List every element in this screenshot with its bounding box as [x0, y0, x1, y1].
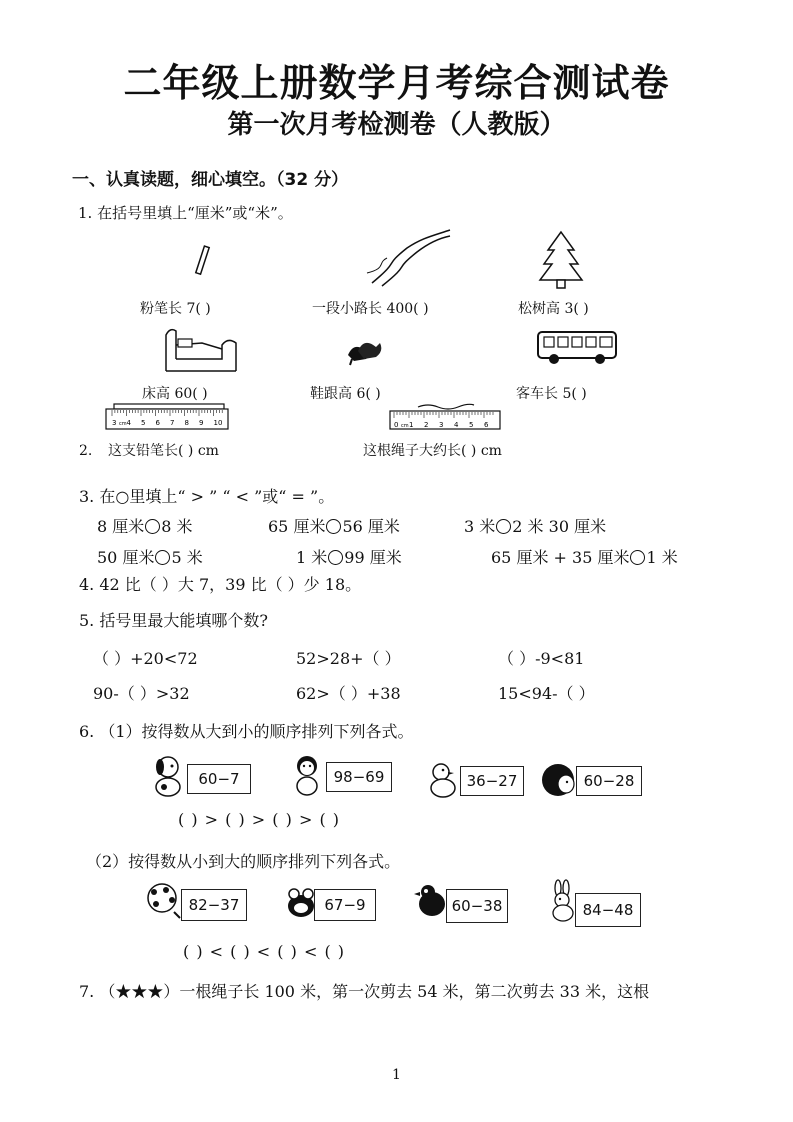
q6-part2-prompt: （2）按得数从小到大的顺序排列下列各式。	[86, 852, 401, 871]
expr-box: 60−28	[576, 766, 642, 796]
ruler-label: cm	[401, 423, 409, 429]
rope-ruler-figure	[388, 403, 502, 431]
bus-icon	[536, 330, 618, 366]
ruler-label: 4	[454, 421, 459, 429]
frog-icon	[284, 884, 318, 920]
bed-icon	[162, 325, 240, 373]
ruler-label: 8	[184, 419, 189, 427]
compare-circle	[326, 519, 341, 534]
puppy-icon	[150, 755, 186, 799]
q5-r2-c3: 15<94-（ ）	[498, 684, 595, 703]
page-subtitle: 第一次月考检测卷（人教版）	[227, 110, 566, 140]
q1-prompt: 1. 在括号里填上“厘米”或“米”。	[78, 204, 293, 222]
q1-item-chalk: 粉笔长 7( )	[140, 301, 211, 317]
high-heel-shoes-icon	[344, 333, 384, 365]
compare-circle	[155, 550, 170, 565]
q6-order1-blanks: ( ) > ( ) > ( ) > ( )	[178, 810, 341, 829]
ruler-label: 4	[126, 419, 131, 427]
expr-box: 67−9	[314, 889, 376, 921]
ruler-label: 6	[155, 419, 160, 427]
q3-r2-c3: 65 厘米 + 35 厘米 1 米	[491, 548, 678, 567]
pine-tree-icon	[538, 230, 584, 290]
q3-prompt: 3. 在○里填上“ > ” “ < ”或“ = ”。	[79, 487, 335, 506]
chick-icon	[426, 760, 460, 800]
q5-r2-c2: 62>（ ）+38	[296, 684, 401, 703]
q1-item-bed: 床高 60( )	[142, 386, 208, 402]
q5-r1-c1: （ ）+20<72	[93, 649, 198, 668]
expr-box: 84−48	[575, 893, 641, 927]
compare-circle	[328, 550, 343, 565]
ruler-label: 7	[170, 419, 175, 427]
expr-box: 98−69	[326, 762, 392, 792]
ruler-label: 5	[469, 421, 474, 429]
q1-item-bus: 客车长 5( )	[516, 386, 587, 402]
q5-r1-c3: （ ）-9<81	[498, 649, 585, 668]
q5-r2-c1: 90-（ ）>32	[93, 684, 190, 703]
q5-prompt: 5. 括号里最大能填哪个数?	[79, 611, 268, 630]
expr-box: 82−37	[181, 889, 247, 921]
ruler-label: 1	[409, 421, 414, 429]
q3-r1-c2: 65 厘米 56 厘米	[268, 517, 400, 536]
compare-circle	[630, 550, 645, 565]
peacock-icon	[144, 882, 184, 922]
compare-circle	[145, 519, 160, 534]
ruler-label: 2	[424, 421, 429, 429]
q1-item-tree: 松树高 3( )	[518, 301, 589, 317]
section-heading: 一、认真读题，细心填空。（32 分）	[72, 170, 349, 190]
ruler-label: 6	[484, 421, 489, 429]
q7-text: 7. （★★★）一根绳子长 100 米，第一次剪去 54 米，第二次剪去 33 米，这根	[79, 982, 650, 1001]
q2-rope-length: 这根绳子大约长( ) cm	[363, 443, 502, 459]
page-title: 二年级上册数学月考综合测试卷	[123, 61, 670, 105]
q3-r2-c1: 50 厘米 5 米	[97, 548, 203, 567]
q3-r2-c2: 1 米 99 厘米	[296, 548, 402, 567]
q3-r1-c1: 8 厘米 8 米	[97, 517, 193, 536]
chalk-icon	[196, 246, 212, 276]
expr-box: 60−38	[446, 889, 508, 923]
hedgehog-icon	[540, 758, 580, 800]
ruler-label: 3	[439, 421, 444, 429]
q2-pencil-length: 这支铅笔长( ) cm	[108, 443, 219, 459]
monkey-icon	[288, 753, 326, 797]
ruler-label: 10	[213, 419, 223, 427]
q4-text: 4. 42 比（ ）大 7，39 比（ ）少 18。	[79, 575, 362, 594]
ruler-label: 0	[394, 421, 399, 429]
ruler-label: 3	[112, 419, 117, 427]
page-number: 1	[392, 1067, 401, 1083]
compare-circle	[496, 519, 511, 534]
q5-r1-c2: 52>28+（ ）	[296, 649, 401, 668]
expr-box: 60−7	[187, 764, 251, 794]
ruler-label: 9	[199, 419, 204, 427]
ruler-label: 5	[141, 419, 146, 427]
expr-box: 36−27	[460, 766, 524, 796]
q6-part1-prompt: 6. （1）按得数从大到小的顺序排列下列各式。	[79, 722, 414, 741]
q6-order2-blanks: ( ) < ( ) < ( ) < ( )	[183, 942, 346, 961]
q1-item-path: 一段小路长 400( )	[312, 301, 429, 317]
path-icon	[362, 228, 452, 288]
ruler-label: cm	[119, 421, 127, 427]
q1-item-heel: 鞋跟高 6( )	[310, 386, 381, 402]
pencil-ruler-figure	[104, 403, 228, 431]
q2-number: 2.	[79, 443, 93, 459]
q3-r1-c3: 3 米 2 米 30 厘米	[464, 517, 607, 536]
bird-icon	[414, 882, 450, 922]
